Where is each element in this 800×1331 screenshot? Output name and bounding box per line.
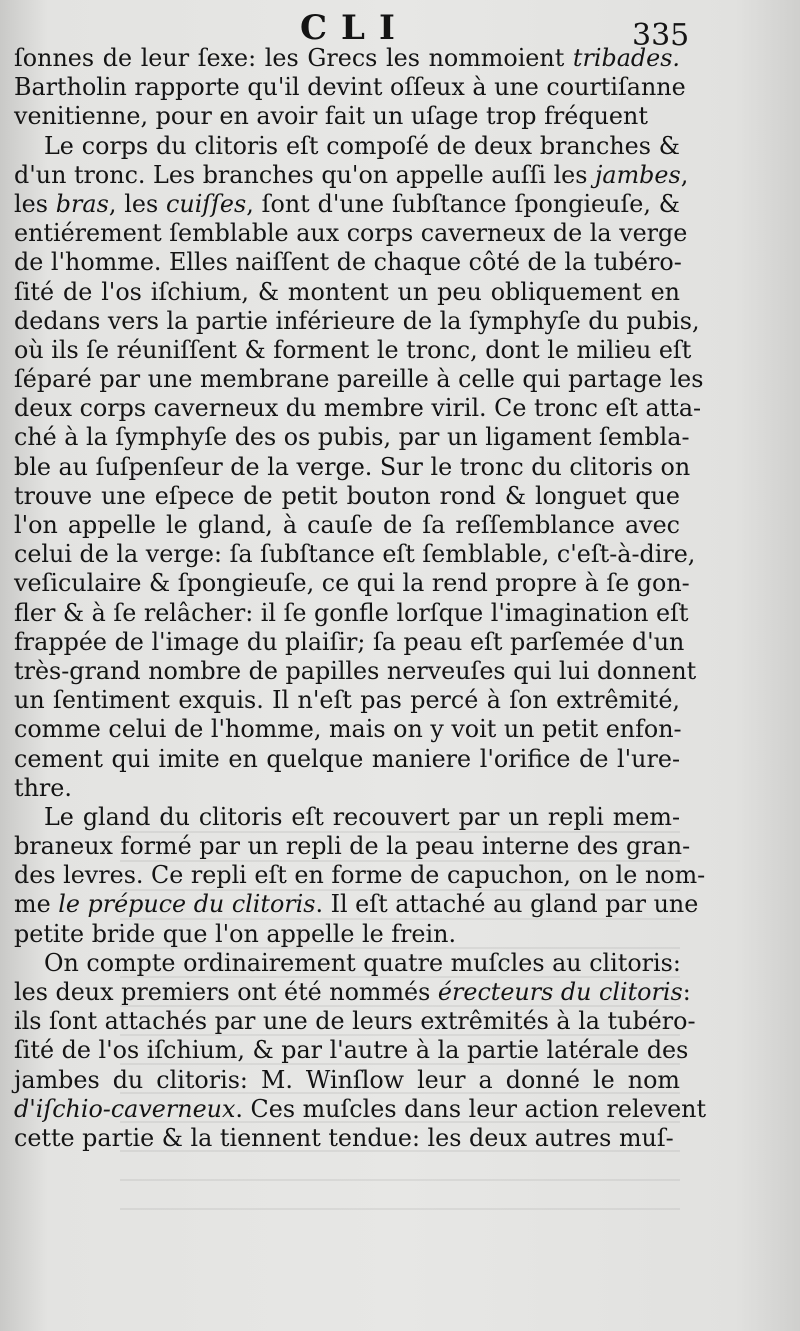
text-run: ché à la ſymphyſe des os pubis, par un ligament ſembla- bbox=[14, 423, 690, 452]
text-line bbox=[14, 1124, 680, 1153]
text-run: très-grand nombre de papilles nerveuſes qui lui donnent bbox=[14, 656, 697, 685]
text-line bbox=[14, 832, 691, 861]
text-run: frappée de l'image du plaiſir; ſa peau eſt parſemée d'un bbox=[14, 627, 685, 656]
text-run: où ils ſe réuniſſent & forment le tronc, dont le milieu eſt bbox=[14, 335, 692, 364]
text-line bbox=[14, 248, 680, 277]
text-run: de l'homme. Elles naiſſent de chaque côté de la tubéro- bbox=[14, 248, 682, 277]
text-run: trouve une eſpece de petit bouton rond & longuet que bbox=[14, 481, 680, 510]
paragraph bbox=[14, 44, 686, 132]
text-run: : bbox=[682, 978, 691, 1006]
text-run: ſité de l'os iſchium, & montent un peu obliquement en bbox=[14, 277, 680, 306]
text-line bbox=[14, 306, 700, 336]
text-run: ſonnes de leur ſexe: les Grecs les nommoient bbox=[14, 44, 573, 72]
text-line bbox=[14, 890, 699, 919]
text-run: , bbox=[680, 160, 689, 189]
text-run: celui de la verge: ſa ſubſtance eſt ſemblable, c'eſt-à-dire, bbox=[14, 540, 696, 569]
text-run: veſiculaire & ſpongieuſe, ce qui la rend propre à ſe gon- bbox=[14, 569, 690, 598]
italic-term: bras bbox=[55, 189, 109, 218]
text-run: deux corps caverneux du membre viril. Ce tronc eſt atta- bbox=[14, 394, 702, 423]
text-run: ils ſont attachés par une de leurs extrêmités à la tubéro- bbox=[14, 1007, 696, 1036]
text-run: entiérement ſemblable aux corps caverneux de la verge bbox=[14, 219, 688, 248]
text-run: comme celui de l'homme, mais on y voit un petit enfon- bbox=[14, 715, 682, 744]
text-line bbox=[14, 44, 680, 73]
text-run: l'on appelle le gland, à cauſe de ſa reſſemblance avec bbox=[14, 511, 680, 539]
text-line bbox=[14, 949, 680, 978]
paragraph bbox=[14, 131, 704, 803]
text-run: un ſentiment exquis. Il n'eſt pas percé à ſon extrêmité, bbox=[14, 686, 680, 715]
text-run: ſéparé par une membrane pareille à celle qui partage les bbox=[14, 365, 704, 394]
paragraph bbox=[14, 948, 707, 1153]
text-line bbox=[14, 686, 680, 715]
text-line bbox=[14, 1066, 680, 1095]
text-run: Le gland du clitoris eſt recouvert par un repli mem- bbox=[44, 802, 680, 831]
text-run: . Ces muſcles dans leur action relevent bbox=[235, 1094, 707, 1123]
text-line bbox=[14, 160, 689, 190]
text-line bbox=[14, 1036, 689, 1065]
text-line bbox=[14, 511, 680, 540]
text-line bbox=[14, 978, 691, 1007]
text-run: , ſont d'une ſubſtance ſpongieuſe, & bbox=[246, 189, 680, 218]
text-run: les bbox=[14, 189, 56, 218]
text-line bbox=[14, 1094, 707, 1124]
text-line bbox=[14, 598, 689, 628]
text-run: Le corps du clitoris eſt compoſé de deux branches & bbox=[44, 131, 680, 160]
text-run: d'un tronc. Les branches qu'on appelle auſſi les bbox=[14, 160, 596, 189]
text-line bbox=[14, 394, 702, 423]
text-line bbox=[14, 132, 680, 161]
italic-term: d'iſchio-caverneux bbox=[14, 1094, 236, 1123]
text-line bbox=[14, 190, 680, 219]
text-run: braneux formé par un repli de la peau interne des gran- bbox=[14, 832, 691, 861]
text-line bbox=[14, 482, 680, 511]
text-line bbox=[14, 920, 680, 949]
body-text bbox=[14, 44, 707, 1153]
text-run: On compte ordinairement quatre muſcles au clitoris: bbox=[44, 948, 681, 977]
italic-term: tribades. bbox=[572, 44, 680, 72]
text-run: , les bbox=[108, 189, 167, 218]
text-line bbox=[14, 627, 685, 657]
text-line bbox=[14, 219, 688, 248]
text-line bbox=[14, 774, 680, 803]
text-line bbox=[14, 656, 697, 686]
text-run: venitienne, pour en avoir fait un uſage trop fréquent bbox=[14, 102, 648, 131]
text-run: me bbox=[14, 890, 59, 919]
text-line bbox=[14, 452, 691, 482]
text-line bbox=[14, 102, 680, 131]
text-line bbox=[14, 365, 704, 394]
text-line bbox=[14, 540, 696, 569]
text-run: cette partie & la tiennent tendue: les deux autres muſ- bbox=[14, 1123, 674, 1152]
text-line bbox=[14, 278, 680, 307]
page-number: 335 bbox=[632, 18, 690, 53]
text-run: thre. bbox=[14, 773, 72, 802]
text-line bbox=[14, 569, 690, 598]
text-run: petite bride que l'on appelle le frein. bbox=[14, 919, 457, 948]
text-run: des levres. Ce repli eſt en forme de capuchon, on le nom- bbox=[14, 861, 706, 890]
running-head bbox=[0, 6, 800, 53]
text-line bbox=[14, 73, 686, 102]
running-title: CLI bbox=[300, 8, 409, 48]
italic-term: érecteurs du clitoris bbox=[437, 978, 683, 1006]
text-run: fler & à ſe relâcher: il ſe gonfle lorſque l'imagination eſt bbox=[14, 598, 689, 627]
text-run: Bartholin rapporte qu'il devint oſſeux à une courtiſanne bbox=[14, 73, 686, 102]
text-line bbox=[14, 335, 692, 365]
text-run: . Il eſt attaché au gland par une bbox=[315, 890, 699, 919]
text-run: jambes du clitoris: M. Winſlow leur a donné le nom bbox=[14, 1065, 680, 1094]
text-run: cement qui imite en quelque maniere l'orifice de l'ure- bbox=[14, 744, 680, 773]
paragraph bbox=[14, 802, 706, 949]
text-line bbox=[14, 1007, 696, 1036]
italic-term: cuiſſes bbox=[166, 189, 247, 218]
italic-term: jambes bbox=[595, 160, 681, 189]
text-line bbox=[14, 803, 680, 832]
italic-term: le prépuce du clitoris bbox=[58, 890, 316, 919]
text-run: ble au ſuſpenſeur de la verge. Sur le tronc du clitoris on bbox=[14, 452, 691, 481]
text-run: les deux premiers ont été nommés bbox=[14, 978, 438, 1006]
text-line bbox=[14, 423, 690, 452]
text-run: ſité de l'os iſchium, & par l'autre à la partie latérale des bbox=[14, 1036, 689, 1065]
text-line bbox=[14, 861, 706, 890]
text-line bbox=[14, 745, 680, 774]
text-run: dedans vers la partie inférieure de la ſymphyſe du pubis, bbox=[14, 306, 700, 335]
text-line bbox=[14, 715, 680, 744]
